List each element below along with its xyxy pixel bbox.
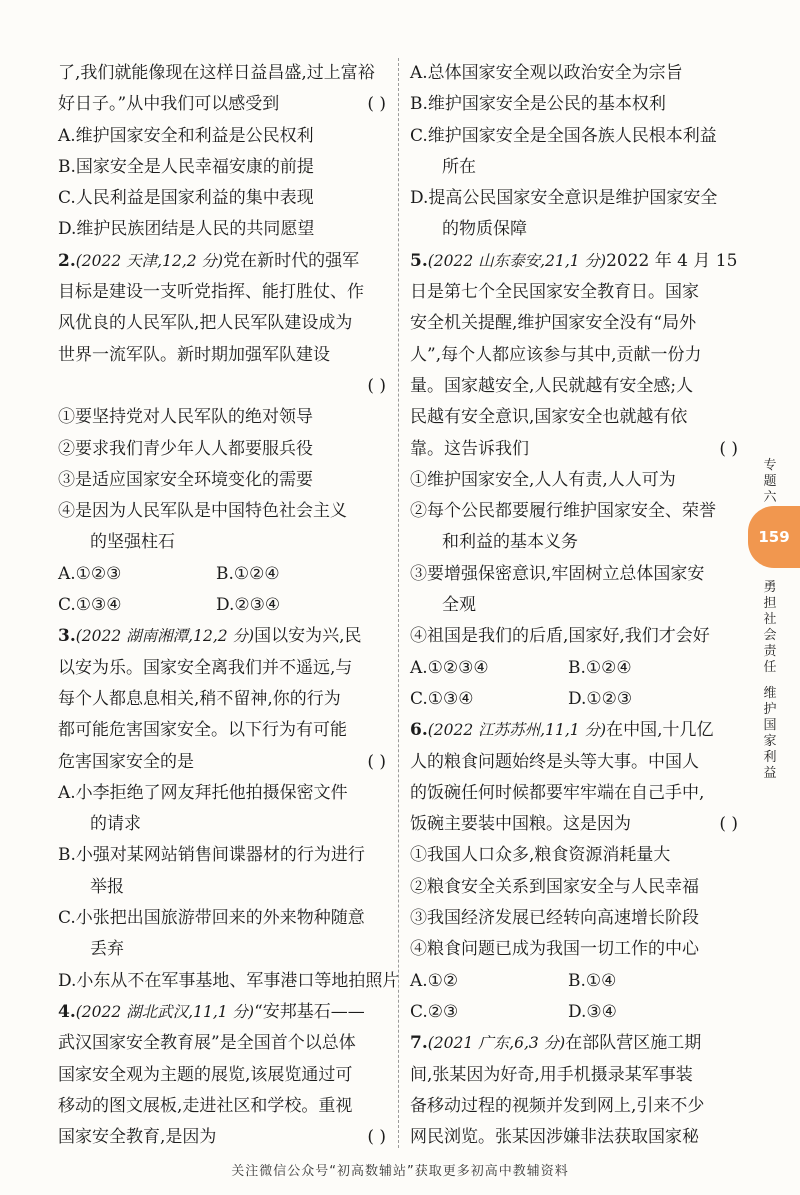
line-text: ④是因为人民军队是中国特色社会主义 bbox=[58, 501, 347, 522]
question-source: (2022 天津,12,2 分) bbox=[75, 251, 224, 270]
text-line bbox=[58, 1028, 388, 1059]
text-line bbox=[58, 340, 388, 371]
line-text: 移动的图文展板,走进社区和学校。重视 bbox=[58, 1095, 353, 1116]
text-line bbox=[410, 559, 740, 590]
line-text: 和利益的基本义务 bbox=[442, 532, 578, 553]
line-text: ④祖国是我们的后盾,国家好,我们才会好 bbox=[410, 626, 710, 647]
text-line bbox=[58, 934, 388, 965]
option-choice: A.①② bbox=[410, 970, 459, 991]
vertical-text: 勇 担 社 会 责 任 bbox=[763, 580, 777, 675]
text-line bbox=[410, 778, 740, 809]
line-text: 备移动过程的视频并发到网上,引来不少 bbox=[410, 1095, 705, 1116]
line-text: ②粮食安全关系到国家安全与人民幸福 bbox=[410, 876, 699, 897]
text-line bbox=[410, 934, 740, 965]
text-line bbox=[410, 527, 740, 558]
option-choice: B.①④ bbox=[568, 970, 617, 991]
line-text: D.提高公民国家安全意识是维护国家安全 bbox=[410, 188, 718, 209]
text-line bbox=[410, 496, 740, 527]
page-number-tab bbox=[748, 506, 800, 568]
question-source: (2021 广东,6,3 分) bbox=[427, 1034, 566, 1053]
line-text: 在部队营区施工期 bbox=[565, 1033, 702, 1054]
topic-label bbox=[760, 458, 780, 506]
line-text: 目标是建设一支听党指挥、能打胜仗、作 bbox=[58, 282, 364, 303]
option-choice: C.②③ bbox=[410, 1001, 459, 1022]
options-row bbox=[410, 653, 740, 684]
question-first-line bbox=[410, 715, 740, 746]
line-text: A.总体国家安全观以政治安全为宗旨 bbox=[410, 63, 683, 83]
line-text: B.国家安全是人民幸福安康的前提 bbox=[58, 156, 314, 177]
column-divider bbox=[398, 58, 399, 1148]
text-line bbox=[58, 371, 388, 402]
chapter-title bbox=[760, 580, 780, 782]
line-text: 人”,每个人都应该参与其中,贡献一份力 bbox=[410, 344, 702, 365]
text-line bbox=[410, 465, 740, 496]
text-line bbox=[58, 747, 388, 778]
line-text: C.人民利益是国家利益的集中表现 bbox=[58, 188, 314, 209]
options-row bbox=[58, 559, 388, 590]
text-line bbox=[410, 840, 740, 871]
right-column bbox=[410, 58, 740, 1153]
line-text: ①我国人口众多,粮食资源消耗量大 bbox=[410, 845, 671, 866]
line-text: 饭碗主要装中国粮。这是因为 bbox=[410, 814, 631, 835]
line-text: 世界一流军队。新时期加强军队建设 bbox=[58, 344, 330, 365]
line-text: D.维护民族团结是人民的共同愿望 bbox=[58, 219, 315, 240]
question-source: (2022 山东泰安,21,1 分) bbox=[427, 251, 607, 270]
answer-blank: ( ) bbox=[719, 438, 738, 459]
text-line bbox=[410, 872, 740, 903]
text-line bbox=[410, 308, 740, 339]
line-text: 日是第七个全民国家安全教育日。国家 bbox=[410, 282, 699, 303]
text-line bbox=[58, 809, 388, 840]
line-text: 的请求 bbox=[90, 814, 141, 835]
line-text: ②要求我们青少年人人都要服兵役 bbox=[58, 438, 313, 459]
text-line bbox=[58, 840, 388, 871]
line-text: 以安为乐。国家安全离我们并不遥远,与 bbox=[58, 657, 353, 678]
line-text: 人的粮食问题始终是头等大事。中国人 bbox=[410, 751, 699, 772]
text-line bbox=[58, 89, 388, 120]
text-line bbox=[410, 58, 740, 89]
question-source: (2022 湖北武汉,11,1 分) bbox=[75, 1002, 255, 1021]
line-text: 举报 bbox=[90, 876, 124, 897]
text-line bbox=[58, 1060, 388, 1091]
line-text: 民越有安全意识,国家安全也就越有依 bbox=[410, 407, 688, 428]
question-number: 5. bbox=[410, 250, 428, 271]
text-line bbox=[58, 872, 388, 903]
line-text: ①要坚持党对人民军队的绝对领导 bbox=[58, 407, 313, 428]
text-line bbox=[58, 653, 388, 684]
question-first-line bbox=[58, 997, 388, 1028]
line-text: 的物质保障 bbox=[442, 219, 527, 240]
text-line bbox=[410, 277, 740, 308]
option-choice: D.③④ bbox=[568, 1001, 617, 1022]
text-line bbox=[410, 340, 740, 371]
line-text: 的坚强柱石 bbox=[90, 532, 175, 553]
question-number: 3. bbox=[58, 626, 76, 647]
text-line bbox=[410, 621, 740, 652]
question-number: 6. bbox=[410, 720, 428, 741]
options-row bbox=[410, 966, 740, 997]
line-text: ①维护国家安全,人人有责,人人可为 bbox=[410, 469, 676, 490]
options-row bbox=[410, 997, 740, 1028]
line-text: ④粮食问题已成为我国一切工作的中心 bbox=[410, 939, 699, 960]
line-text: 在中国,十几亿 bbox=[606, 720, 714, 741]
line-text: 党在新时代的强军 bbox=[223, 250, 360, 271]
line-text: B.小强对某网站销售间谍器材的行为进行 bbox=[58, 845, 365, 866]
line-text: A.维护国家安全和利益是公民权利 bbox=[58, 125, 314, 146]
line-text: ②每个公民都要履行维护国家安全、荣誉 bbox=[410, 501, 716, 522]
answer-blank: ( ) bbox=[367, 751, 386, 772]
question-first-line bbox=[410, 1028, 740, 1059]
option-choice: D.②③④ bbox=[216, 595, 281, 616]
text-line bbox=[410, 402, 740, 433]
text-line bbox=[58, 1091, 388, 1122]
question-number: 4. bbox=[58, 1001, 76, 1022]
line-text: 全观 bbox=[442, 595, 476, 616]
text-line bbox=[410, 1060, 740, 1091]
line-text: 安全机关提醒,维护国家安全没有“局外 bbox=[410, 313, 697, 334]
line-text: 靠。这告诉我们 bbox=[410, 438, 529, 459]
question-first-line bbox=[410, 246, 740, 277]
vertical-text: 维 护 国 家 利 益 bbox=[763, 686, 777, 781]
text-line bbox=[58, 778, 388, 809]
left-column bbox=[58, 58, 400, 1153]
text-line bbox=[58, 715, 388, 746]
option-choice: A.①②③④ bbox=[410, 657, 489, 678]
text-line bbox=[58, 183, 388, 214]
option-choice: B.①②④ bbox=[216, 563, 280, 584]
text-line bbox=[410, 1122, 740, 1153]
text-line bbox=[58, 527, 388, 558]
question-number: 2. bbox=[58, 250, 76, 271]
line-text: C.维护国家安全是全国各族人民根本利益 bbox=[410, 125, 717, 146]
text-line bbox=[410, 121, 740, 152]
line-text: 的饭碗任何时候都要牢牢端在自己手中, bbox=[410, 782, 705, 803]
text-line bbox=[410, 809, 740, 840]
question-number: 7. bbox=[410, 1033, 428, 1054]
answer-blank: ( ) bbox=[719, 814, 738, 835]
line-text: 危害国家安全的是 bbox=[58, 751, 194, 772]
line-text: 国家安全观为主题的展览,该展览通过可 bbox=[58, 1064, 353, 1085]
text-line bbox=[410, 371, 740, 402]
line-text: 国家安全教育,是因为 bbox=[58, 1127, 217, 1148]
text-line bbox=[58, 58, 388, 89]
line-text: 网民浏览。张某因涉嫌非法获取国家秘 bbox=[410, 1127, 699, 1148]
line-text: ③要增强保密意识,牢固树立总体国家安 bbox=[410, 563, 705, 584]
question-first-line bbox=[58, 246, 388, 277]
footer-note: 关注微信公众号“初高数辅站”获取更多初高中教辅资料 bbox=[231, 1164, 569, 1179]
line-text: 武汉国家安全教育展”是全国首个以总体 bbox=[58, 1033, 356, 1054]
text-line bbox=[58, 214, 388, 245]
option-choice: A.①②③ bbox=[58, 563, 122, 584]
line-text: “安邦基石—— bbox=[254, 1001, 365, 1022]
line-text: 每个人都息息相关,稍不留神,你的行为 bbox=[58, 688, 341, 709]
line-text: 所在 bbox=[442, 156, 476, 177]
line-text: 量。国家越安全,人民就越有安全感;人 bbox=[410, 375, 694, 396]
answer-blank: ( ) bbox=[367, 375, 386, 396]
text-line bbox=[410, 747, 740, 778]
options-row bbox=[58, 590, 388, 621]
options-row bbox=[410, 684, 740, 715]
line-text: B.维护国家安全是公民的基本权利 bbox=[410, 94, 666, 115]
spacer bbox=[760, 676, 780, 686]
text-line bbox=[410, 590, 740, 621]
text-line bbox=[58, 1122, 388, 1153]
text-line bbox=[58, 903, 388, 934]
line-text: 丢弃 bbox=[90, 939, 124, 960]
line-text: 了,我们就能像现在这样日益昌盛,过上富裕 bbox=[58, 63, 375, 83]
text-line bbox=[58, 966, 400, 997]
text-line bbox=[410, 152, 740, 183]
text-line bbox=[58, 496, 388, 527]
line-text: 间,张某因为好奇,用手机摄录某军事装 bbox=[410, 1064, 693, 1085]
line-text: 国以安为兴,民 bbox=[254, 626, 362, 647]
vertical-text: 专 题 六 bbox=[763, 458, 777, 505]
line-text: 风优良的人民军队,把人民军队建设成为 bbox=[58, 313, 353, 334]
option-choice: C.①③④ bbox=[410, 688, 474, 709]
line-text: 都可能危害国家安全。以下行为有可能 bbox=[58, 720, 347, 741]
text-line bbox=[58, 308, 388, 339]
text-line bbox=[58, 152, 388, 183]
question-first-line bbox=[58, 621, 388, 652]
answer-blank: ( ) bbox=[367, 1127, 386, 1148]
text-line bbox=[58, 465, 388, 496]
line-text: 好日子。”从中我们可以感受到 bbox=[58, 94, 280, 115]
text-line bbox=[410, 903, 740, 934]
text-line bbox=[58, 277, 388, 308]
question-source: (2022 湖南湘潭,12,2 分) bbox=[75, 627, 255, 646]
text-line bbox=[410, 214, 740, 245]
text-line bbox=[58, 121, 388, 152]
line-text: ③我国经济发展已经转向高速增长阶段 bbox=[410, 908, 699, 929]
text-line bbox=[410, 434, 740, 465]
text-line bbox=[58, 434, 388, 465]
line-text: C.小张把出国旅游带回来的外来物种随意 bbox=[58, 908, 365, 929]
text-line bbox=[410, 1091, 740, 1122]
option-choice: C.①③④ bbox=[58, 595, 122, 616]
line-text: D.小东从不在军事基地、军事港口等地拍照片 bbox=[58, 970, 400, 991]
text-line bbox=[58, 684, 388, 715]
text-line bbox=[410, 183, 740, 214]
line-text: A.小李拒绝了网友拜托他拍摄保密文件 bbox=[58, 782, 348, 803]
line-text: ③是适应国家安全环境变化的需要 bbox=[58, 469, 313, 490]
question-source: (2022 江苏苏州,11,1 分) bbox=[427, 721, 607, 740]
text-line bbox=[58, 402, 388, 433]
option-choice: B.①②④ bbox=[568, 657, 632, 678]
page-number: 159 bbox=[758, 528, 790, 546]
text-line bbox=[410, 89, 740, 120]
line-text: 2022 年 4 月 15 bbox=[606, 250, 738, 271]
answer-blank: ( ) bbox=[367, 94, 386, 115]
option-choice: D.①②③ bbox=[568, 688, 633, 709]
